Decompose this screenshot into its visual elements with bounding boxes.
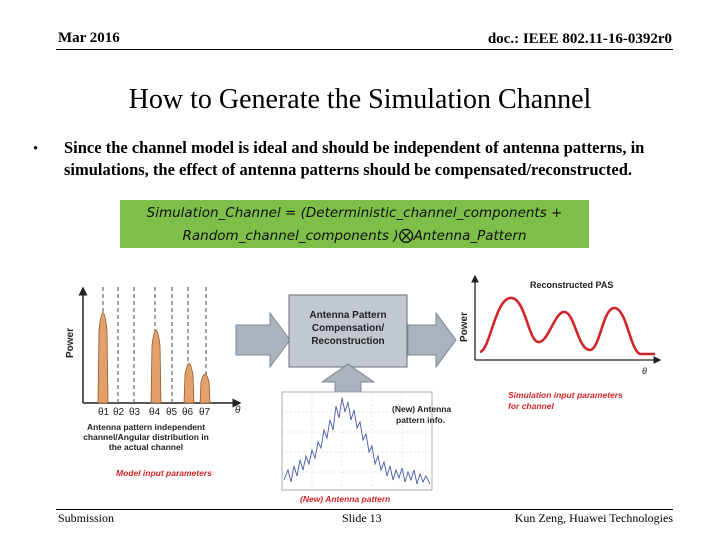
formula-line-2 bbox=[120, 224, 589, 247]
pas-curve bbox=[480, 298, 655, 354]
sim-input-label-2: for channel bbox=[508, 401, 554, 411]
arrow-left-to-box bbox=[236, 313, 290, 367]
left-x-label: θ bbox=[235, 405, 241, 416]
otimes-operator: ⨂ bbox=[398, 226, 414, 244]
sim-input-label-1: Simulation input parameters bbox=[508, 390, 623, 400]
footer-author: Kun Zeng, Huawei Technologies bbox=[514, 511, 673, 525]
peak-1 bbox=[98, 313, 108, 404]
arrow-box-to-right bbox=[408, 313, 456, 367]
bullet-marker: • bbox=[33, 141, 39, 157]
right-plot bbox=[459, 276, 660, 411]
channel-diagram bbox=[0, 270, 720, 508]
slide-title: How to Generate the Simulation Channel bbox=[128, 84, 592, 115]
theta-2-label: θ2 bbox=[113, 407, 125, 418]
theta-4-label: θ4 bbox=[149, 407, 161, 418]
left-y-label: Power bbox=[65, 327, 76, 358]
theta-1-label: θ1 bbox=[98, 407, 110, 418]
peak-4 bbox=[200, 374, 210, 403]
bullet-text bbox=[64, 137, 704, 181]
header-date: Mar 2016 bbox=[58, 30, 120, 46]
left-caption-3: the actual channel bbox=[108, 442, 184, 452]
formula-box bbox=[120, 200, 589, 248]
left-caption-1: Antenna pattern independent bbox=[86, 422, 206, 432]
theta-3-label: θ3 bbox=[129, 407, 141, 418]
theta-7-label: θ7 bbox=[199, 407, 211, 418]
box-line-1: Antenna Pattern bbox=[309, 310, 387, 321]
footer-submission: Submission bbox=[58, 511, 115, 525]
peak-2 bbox=[151, 330, 161, 403]
formula-line-2a: Random_channel_components ) bbox=[182, 228, 399, 244]
header-rule bbox=[56, 49, 673, 50]
antenna-info-2: pattern info. bbox=[396, 415, 446, 425]
box-line-3: Reconstruction bbox=[311, 336, 385, 347]
theta-6-label: θ6 bbox=[182, 407, 194, 418]
antenna-info-1: (New) Antenna bbox=[392, 404, 452, 414]
bullet-line-2: simulations, the effect of antenna patterns should be compensated/reconstructed. bbox=[64, 160, 633, 179]
footer-slide-number: Slide 13 bbox=[342, 511, 382, 525]
footer-rule bbox=[56, 509, 673, 510]
right-y-label: Power bbox=[459, 311, 470, 342]
left-caption-2: channel/Angular distribution in bbox=[83, 432, 209, 442]
left-plot bbox=[65, 286, 241, 478]
theta-5-label: θ5 bbox=[166, 407, 178, 418]
bullet-line-1: Since the channel model is ideal and should be independent of antenna patterns, in bbox=[64, 138, 645, 157]
new-pattern-label: (New) Antenna pattern bbox=[300, 494, 391, 504]
peak-3 bbox=[184, 364, 194, 404]
right-title: Reconstructed PAS bbox=[530, 280, 614, 290]
formula-line-2b: Antenna_Pattern bbox=[413, 228, 527, 244]
box-line-2: Compensation/ bbox=[311, 323, 385, 334]
antenna-pattern-plot bbox=[282, 392, 451, 504]
header-doc-id: doc.: IEEE 802.11-16-0392r0 bbox=[487, 31, 672, 47]
compensation-box bbox=[289, 295, 407, 367]
model-input-label: Model input parameters bbox=[116, 468, 212, 478]
formula-line-1: Simulation_Channel = (Deterministic_channel_components + bbox=[146, 205, 563, 221]
right-x-label: θ bbox=[642, 366, 647, 376]
